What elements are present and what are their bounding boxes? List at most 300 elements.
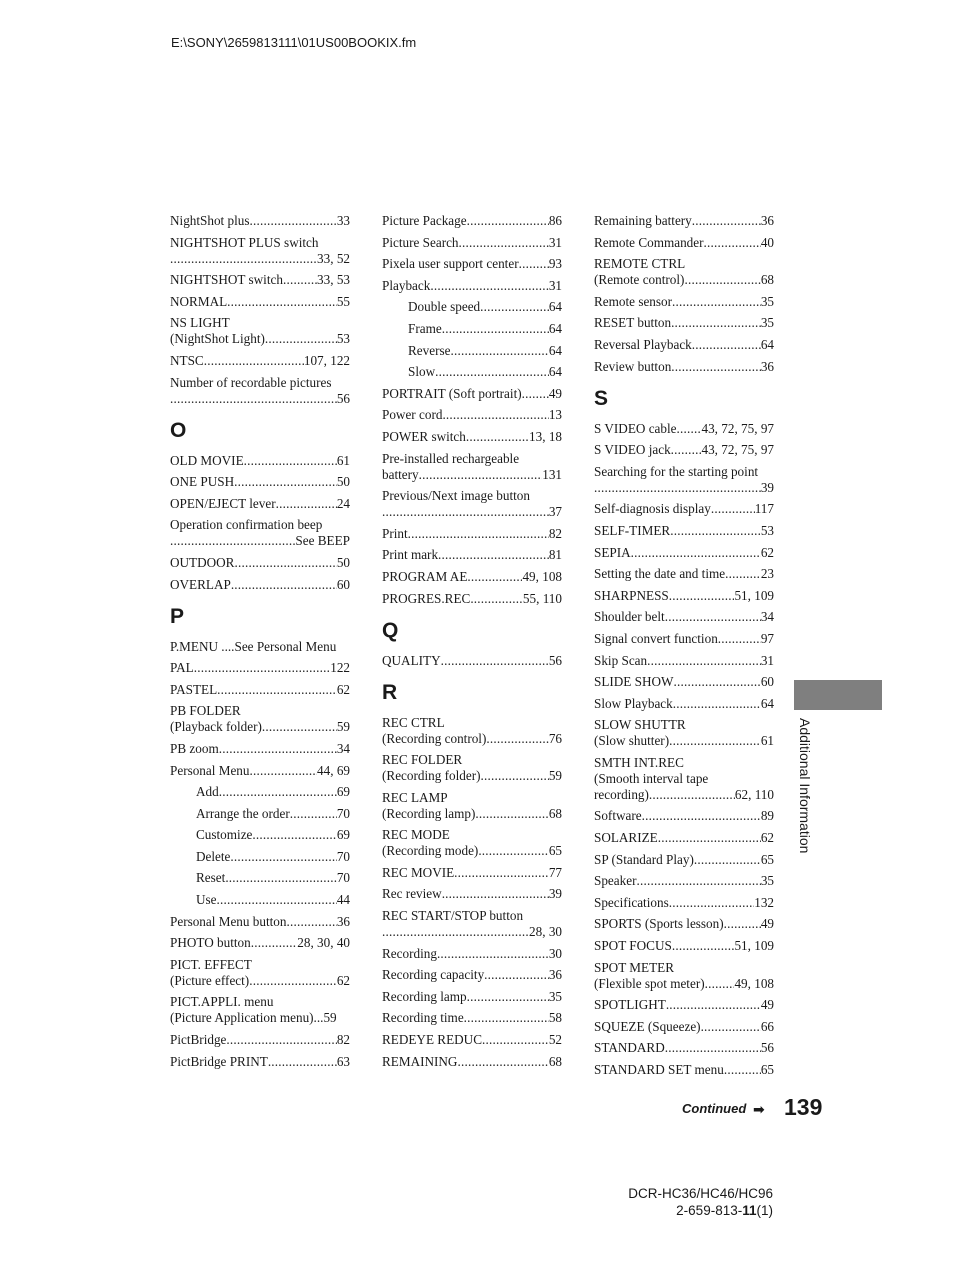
index-entry-line xyxy=(382,407,562,423)
index-entry-line xyxy=(594,1062,774,1078)
index-term: SPORTS (Sports lesson) xyxy=(594,916,724,932)
page-reference: 24 xyxy=(336,495,350,511)
page-reference: 61 xyxy=(336,452,350,468)
index-entry-line xyxy=(170,914,350,930)
index-entry xyxy=(382,1032,562,1048)
index-term: REC MOVIE xyxy=(382,864,455,880)
index-term: (Smooth interval tape xyxy=(594,770,709,786)
index-entry-line xyxy=(382,967,562,983)
index-term: battery xyxy=(382,466,419,482)
index-entry xyxy=(170,474,350,490)
index-entry-line xyxy=(382,946,562,962)
index-entry xyxy=(170,994,350,1026)
leader-dots xyxy=(265,331,337,347)
index-entry-line xyxy=(594,480,774,496)
leader-dots xyxy=(204,353,304,369)
page-reference: 53 xyxy=(336,331,350,347)
index-entry xyxy=(594,960,774,992)
index-entry xyxy=(170,763,350,779)
arrow-right-icon: ➡ xyxy=(753,1102,765,1118)
index-entry-line xyxy=(170,957,350,973)
index-entry xyxy=(170,517,350,549)
page-reference: 65 xyxy=(760,1062,774,1077)
index-entry-line xyxy=(382,526,562,542)
index-term: Recording capacity xyxy=(382,967,485,983)
leader-dots xyxy=(249,763,317,779)
page-reference: 55 xyxy=(336,293,350,309)
index-entry-line xyxy=(382,256,562,272)
index-entry xyxy=(594,1040,774,1056)
page-reference: 70 xyxy=(336,870,350,886)
index-entry xyxy=(382,591,562,607)
index-entry-line xyxy=(382,886,562,902)
index-term: SOLARIZE xyxy=(594,830,658,846)
index-term: (Playback folder) xyxy=(170,719,262,735)
index-term: Signal convert function xyxy=(594,630,718,646)
index-entry xyxy=(170,682,350,698)
index-entry-line xyxy=(594,653,774,669)
leader-dots xyxy=(631,545,761,561)
index-entry-line xyxy=(382,865,562,881)
page-reference: 76 xyxy=(548,730,562,746)
index-entry-line xyxy=(170,660,350,676)
index-entry-line xyxy=(382,591,562,607)
leader-dots xyxy=(252,827,336,843)
leader-dots xyxy=(437,946,549,962)
index-entry xyxy=(594,523,774,539)
leader-dots xyxy=(225,870,337,886)
index-column-2 xyxy=(382,213,562,1075)
index-term: SPOT FOCUS xyxy=(594,938,672,954)
section-label xyxy=(795,718,813,868)
index-entry-line xyxy=(594,696,774,712)
leader-dots xyxy=(670,523,761,539)
index-entry-line xyxy=(594,359,774,375)
leader-dots xyxy=(459,235,549,251)
leader-dots xyxy=(481,768,549,784)
index-term: Print xyxy=(382,525,408,541)
page-reference: 49, 108 xyxy=(522,568,562,584)
leader-dots xyxy=(470,591,523,607)
index-entry xyxy=(594,631,774,647)
index-term: POWER switch xyxy=(382,428,466,444)
index-entry xyxy=(382,908,562,940)
leader-dots xyxy=(226,1032,336,1048)
leader-dots xyxy=(669,588,735,604)
leader-dots xyxy=(701,1019,761,1035)
leader-dots xyxy=(450,343,548,359)
page-reference: 43, 72, 75, 97 xyxy=(701,420,774,436)
index-term: RESET button xyxy=(594,315,672,331)
index-term: Double speed xyxy=(408,299,481,315)
index-column-1 xyxy=(170,213,350,1075)
index-entry xyxy=(594,830,774,846)
page-reference: 31 xyxy=(548,277,562,293)
leader-dots xyxy=(658,830,761,846)
index-entry-line xyxy=(170,251,350,267)
index-entry-line xyxy=(170,1010,350,1026)
page-reference: 64 xyxy=(548,299,562,315)
index-letter-heading: S xyxy=(594,386,609,410)
index-entry xyxy=(170,375,350,407)
index-term: NightShot plus xyxy=(170,213,250,228)
leader-dots xyxy=(467,989,549,1005)
index-entry xyxy=(594,501,774,517)
index-term: REC CTRL xyxy=(382,714,445,730)
index-entry xyxy=(382,256,562,272)
index-entry-line xyxy=(382,547,562,563)
index-entry-line xyxy=(382,488,562,504)
page-reference: 62 xyxy=(336,681,350,697)
index-entry-line xyxy=(594,1040,774,1056)
index-term: Software xyxy=(594,808,642,824)
index-entry xyxy=(594,808,774,824)
leader-dots xyxy=(665,1040,761,1056)
index-entry-line xyxy=(594,960,774,976)
leader-dots xyxy=(478,843,549,859)
index-term: S VIDEO cable xyxy=(594,420,677,436)
page-reference: 132 xyxy=(754,894,774,910)
index-entry-line xyxy=(196,870,350,886)
index-term: Power cord xyxy=(382,407,443,423)
continued-label: Continued xyxy=(682,1101,747,1116)
index-entry-line xyxy=(170,973,350,989)
page-reference: 13, 18 xyxy=(529,428,562,444)
index-subentry xyxy=(196,870,350,886)
index-term: (Recording mode) xyxy=(382,843,479,859)
index-entry-line xyxy=(170,1032,350,1048)
index-term: REMOTE CTRL xyxy=(594,256,686,272)
index-entry-line xyxy=(382,386,562,402)
index-entry-line xyxy=(382,752,562,768)
index-entry xyxy=(382,386,562,402)
index-entry xyxy=(382,488,562,520)
index-entry-line xyxy=(170,719,350,735)
index-term: recording) xyxy=(594,786,649,802)
index-term: SPOTLIGHT xyxy=(594,997,666,1013)
page-reference: 35 xyxy=(548,988,562,1004)
index-subentry xyxy=(196,827,350,843)
index-subentry xyxy=(196,784,350,800)
leader-dots xyxy=(724,1062,761,1078)
index-entry-line xyxy=(594,464,774,480)
page-reference: 56 xyxy=(548,652,562,668)
index-term: Use xyxy=(196,892,217,908)
index-entry xyxy=(594,442,774,458)
index-term: Operation confirmation beep xyxy=(170,517,323,533)
leader-dots xyxy=(694,852,761,868)
index-letter-heading: O xyxy=(170,418,187,442)
index-entry xyxy=(594,873,774,889)
index-entry-line xyxy=(382,715,562,731)
page-reference: 122 xyxy=(330,660,350,676)
page-reference: 50 xyxy=(336,474,350,490)
index-term: QUALITY xyxy=(382,652,441,668)
document-code-suffix: (1) xyxy=(756,1203,773,1218)
index-entry-line xyxy=(594,213,774,229)
index-entry xyxy=(170,577,350,593)
page-reference: 97 xyxy=(760,630,774,646)
index-entry-line xyxy=(594,997,774,1013)
page-reference: 58 xyxy=(548,1010,562,1026)
index-term: Pixela user support center xyxy=(382,256,519,272)
index-entry-line xyxy=(170,517,350,533)
page-reference: 44, 69 xyxy=(317,762,350,778)
index-term: Setting the date and time xyxy=(594,566,726,582)
page-reference: 33 xyxy=(336,213,350,228)
page-reference: 56 xyxy=(760,1040,774,1056)
index-entry-line xyxy=(408,321,562,337)
index-entry xyxy=(382,1010,562,1026)
index-entry xyxy=(170,935,350,951)
index-entry-line xyxy=(170,639,350,655)
index-entry xyxy=(382,989,562,1005)
page-reference: 36 xyxy=(548,967,562,983)
index-entry xyxy=(382,865,562,881)
index-entry-line xyxy=(196,849,350,865)
index-term: PICT. EFFECT xyxy=(170,956,252,972)
index-term: SMTH INT.REC xyxy=(594,754,684,770)
index-term: (Recording control) xyxy=(382,730,487,746)
index-term: PICT.APPLI. menu xyxy=(170,994,274,1010)
leader-dots xyxy=(669,895,755,911)
index-entry-line xyxy=(382,731,562,747)
leader-dots xyxy=(438,547,549,563)
leader-dots xyxy=(677,421,702,437)
index-entry xyxy=(170,272,350,288)
index-entry-line xyxy=(594,609,774,625)
page-reference: 62 xyxy=(760,830,774,846)
index-entry-line xyxy=(594,545,774,561)
index-entry-line xyxy=(196,892,350,908)
index-entry-line xyxy=(382,989,562,1005)
index-entry-line xyxy=(382,278,562,294)
index-entry-line xyxy=(382,806,562,822)
index-term: Searching for the starting point xyxy=(594,463,759,479)
index-entry xyxy=(594,1062,774,1078)
leader-dots xyxy=(435,364,549,380)
index-term: Picture Search xyxy=(382,234,459,250)
leader-dots xyxy=(231,577,337,593)
index-entry-line xyxy=(594,588,774,604)
leader-dots xyxy=(484,967,549,983)
index-term: REDEYE REDUC xyxy=(382,1032,483,1048)
index-term: SLIDE SHOW xyxy=(594,674,674,690)
index-entry xyxy=(170,213,350,229)
leader-dots xyxy=(442,886,549,902)
index-entry-line xyxy=(408,364,562,380)
index-entry-line xyxy=(170,577,350,593)
index-term: PB FOLDER xyxy=(170,703,241,719)
page-reference: 35 xyxy=(760,873,774,889)
index-entry xyxy=(170,353,350,369)
leader-dots xyxy=(268,1054,337,1070)
page-reference: 64 xyxy=(760,336,774,352)
index-entry xyxy=(170,496,350,512)
leader-dots xyxy=(692,337,761,353)
index-term: ONE PUSH xyxy=(170,474,235,490)
index-entry-line xyxy=(594,235,774,251)
leader-dots xyxy=(219,784,337,800)
page-reference: 52 xyxy=(548,1032,562,1048)
page-reference: 51, 109 xyxy=(734,938,774,954)
page-reference: 60 xyxy=(336,576,350,592)
index-entry-line xyxy=(408,299,562,315)
page-reference: 65 xyxy=(548,843,562,859)
index-entry-line xyxy=(196,806,350,822)
leader-dots xyxy=(466,429,529,445)
page-reference: 33, 52 xyxy=(317,250,350,266)
index-letter-heading: R xyxy=(382,680,398,704)
leader-dots xyxy=(442,407,548,423)
leader-dots xyxy=(234,474,337,490)
index-entry-line xyxy=(382,569,562,585)
leader-dots xyxy=(705,976,735,992)
index-term: Frame xyxy=(408,320,442,336)
index-entry-line xyxy=(170,1054,350,1070)
page-reference: 62 xyxy=(336,972,350,988)
leader-dots xyxy=(666,997,761,1013)
page-reference: 30 xyxy=(548,945,562,961)
index-term: Personal Menu xyxy=(170,762,250,778)
page-reference: 23 xyxy=(760,566,774,582)
index-entry-line xyxy=(594,566,774,582)
index-term: SP (Standard Play) xyxy=(594,851,694,867)
index-entry-line xyxy=(594,631,774,647)
leader-dots xyxy=(718,631,761,647)
index-entry-line xyxy=(594,674,774,690)
index-entry-line xyxy=(382,790,562,806)
index-entry-line xyxy=(170,994,350,1010)
page-reference: 64 xyxy=(548,342,562,358)
leader-dots xyxy=(283,272,317,288)
page-reference: 49, 108 xyxy=(734,975,774,991)
leader-dots xyxy=(475,806,548,822)
index-term: SHARPNESS xyxy=(594,587,669,603)
document-code-prefix: 2-659-813- xyxy=(676,1203,743,1218)
leader-dots xyxy=(671,359,761,375)
index-term: Recording xyxy=(382,945,437,961)
leader-dots xyxy=(276,496,337,512)
leader-dots xyxy=(217,682,337,698)
footer-info xyxy=(628,1185,773,1219)
leader-dots xyxy=(467,569,522,585)
page-reference: 64 xyxy=(548,364,562,380)
page-reference: 36 xyxy=(760,213,774,228)
page-reference: 31 xyxy=(760,652,774,668)
index-term: REC LAMP xyxy=(382,789,448,805)
leader-dots xyxy=(262,719,337,735)
index-entry-line xyxy=(594,852,774,868)
page-reference: 82 xyxy=(548,525,562,541)
leader-dots xyxy=(464,1010,549,1026)
index-entry xyxy=(594,337,774,353)
index-term: (Picture Application menu)...59 xyxy=(170,1010,337,1026)
index-entry-line xyxy=(594,1019,774,1035)
section-tab xyxy=(794,680,882,710)
index-entry xyxy=(594,717,774,749)
index-term: (NightShot Light) xyxy=(170,331,265,347)
page-reference: 86 xyxy=(548,213,562,228)
leader-dots xyxy=(408,526,549,542)
page-reference: 49 xyxy=(548,385,562,401)
index-entry xyxy=(382,569,562,585)
index-entry xyxy=(594,938,774,954)
index-entry xyxy=(594,895,774,911)
index-entry xyxy=(382,790,562,822)
page-reference: 68 xyxy=(760,272,774,288)
index-letter-heading: P xyxy=(170,604,185,628)
index-term: (Remote control) xyxy=(594,272,685,288)
index-entry xyxy=(594,566,774,582)
index-entry xyxy=(594,421,774,437)
page-reference: 31 xyxy=(548,234,562,250)
index-entry-line xyxy=(382,1032,562,1048)
index-entry-line xyxy=(170,272,350,288)
page-reference: 82 xyxy=(336,1032,350,1048)
index-term: REMAINING xyxy=(382,1053,458,1069)
page-reference: 93 xyxy=(548,256,562,272)
index-entry-line xyxy=(170,315,350,331)
index-term: Arrange the order xyxy=(196,805,290,821)
page-reference: See BEEP xyxy=(295,533,350,549)
index-term: (Recording lamp) xyxy=(382,805,476,821)
page-reference: 60 xyxy=(760,674,774,690)
index-term: REC FOLDER xyxy=(382,752,463,768)
index-entry xyxy=(594,213,774,229)
index-term: OPEN/EJECT lever xyxy=(170,495,276,511)
index-subentry xyxy=(196,849,350,865)
index-entry-line xyxy=(594,787,774,803)
index-entry-line xyxy=(196,784,350,800)
leader-dots xyxy=(430,278,548,294)
leader-dots xyxy=(672,938,735,954)
index-entry-line xyxy=(594,755,774,771)
index-term: NIGHTSHOT PLUS switch xyxy=(170,234,319,250)
index-entry xyxy=(594,609,774,625)
index-entry xyxy=(594,674,774,690)
index-term: Reset xyxy=(196,870,226,886)
index-entry xyxy=(594,1019,774,1035)
index-term: Recording time xyxy=(382,1010,464,1026)
leader-dots xyxy=(671,442,702,458)
index-term: S VIDEO jack xyxy=(594,442,671,458)
index-entry-line xyxy=(170,375,350,391)
index-entry xyxy=(594,545,774,561)
index-entry xyxy=(594,916,774,932)
index-entry-line xyxy=(382,1054,562,1070)
index-entry xyxy=(170,660,350,676)
index-entry-line xyxy=(382,827,562,843)
index-term: (Recording folder) xyxy=(382,768,481,784)
file-path-header: E:\SONY\2659813111\01US00BOOKIX.fm xyxy=(171,35,417,50)
index-term: PictBridge xyxy=(170,1032,227,1048)
index-subentry xyxy=(408,343,562,359)
index-entry-line xyxy=(594,315,774,331)
index-entry xyxy=(170,315,350,347)
leader-dots xyxy=(725,566,761,582)
leader-dots xyxy=(636,873,760,889)
index-term: Customize xyxy=(196,827,253,843)
leader-dots xyxy=(230,849,336,865)
leader-dots xyxy=(711,501,755,517)
leader-dots xyxy=(442,321,549,337)
index-entry xyxy=(170,1054,350,1070)
index-entry xyxy=(170,294,350,310)
leader-dots xyxy=(290,806,337,822)
leader-dots xyxy=(594,480,761,496)
index-entry-line xyxy=(170,533,350,549)
